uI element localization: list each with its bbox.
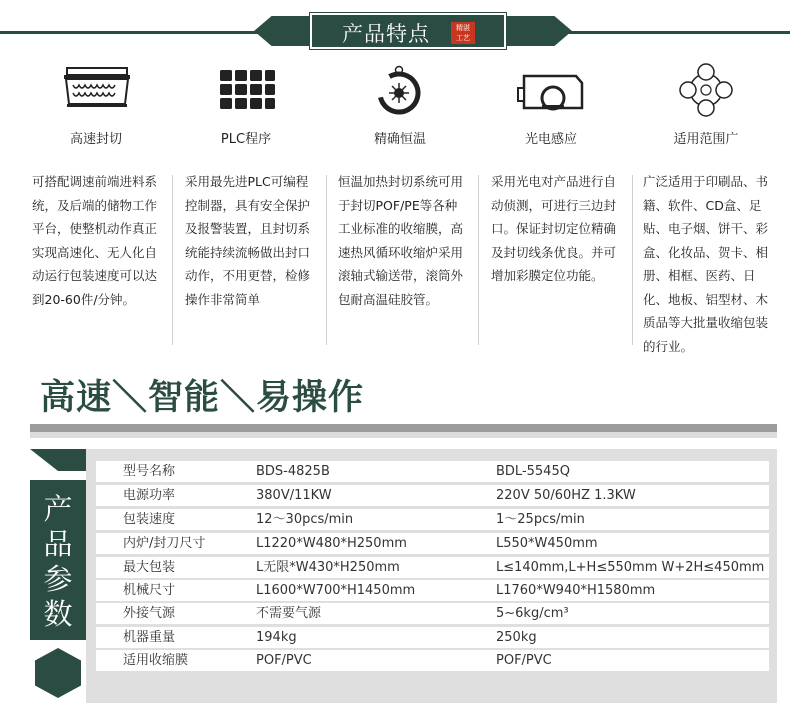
slogan-underline-light (30, 432, 777, 438)
param-name: 外接气源 (123, 606, 176, 621)
feature-label: PLC程序 (220, 132, 272, 147)
feature-description: 采用最先进PLC可编程控制器，具有安全保护及报警装置，且封切系统能持续流畅做出封口动作，不用更替，检修操作非常简单 (185, 174, 311, 307)
feature-description: 采用光电对产品进行自动侦测，可进行三边封口。保证封切定位精确及封切线条优良。并可增加彩膜定位功能。 (491, 174, 617, 283)
param-value-b: L550*W450mm (496, 536, 598, 551)
param-value-a: L1220*W480*H250mm (256, 536, 407, 551)
param-name: 适用收缩膜 (123, 653, 189, 668)
param-value-b: 5~6kg/cm³ (496, 606, 569, 621)
page-title: 产品特点 (342, 22, 430, 46)
param-value-a: 194kg (256, 630, 297, 645)
feature-description: 广泛适用于印刷品、书籍、软件、CD盒、足贴、电子烟、饼干、彩盒、化妆品、贺卡、相册、相框、医药、日化、地板、铝型材、木质品等大批量收缩包装的行业。 (643, 174, 769, 354)
param-value-a: BDS-4825B (256, 464, 330, 479)
feature-photoelectric (476, 60, 626, 147)
feature-temperature (325, 60, 475, 147)
param-value-a: L无限*W430*H250mm (256, 560, 400, 575)
param-value-a: 不需要气源 (256, 606, 322, 621)
table-row (96, 509, 769, 530)
param-value-b: 220V 50/60HZ 1.3KW (496, 488, 636, 503)
divider (632, 175, 633, 345)
feature-high-speed (21, 60, 171, 147)
table-row (96, 650, 769, 671)
param-value-b: POF/PVC (496, 653, 552, 668)
param-name: 型号名称 (123, 464, 176, 479)
photoelectric-sensor-icon (506, 60, 596, 120)
table-row (96, 580, 769, 601)
slogan: 高速＼智能＼易操作 (40, 378, 365, 418)
feature-wide-range (631, 60, 781, 147)
param-value-a: 12～30pcs/min (256, 512, 354, 527)
feature-label: 高速封切 (69, 132, 122, 147)
table-row (96, 603, 769, 624)
table-row (96, 461, 769, 482)
param-name: 最大包装 (123, 560, 176, 575)
params-title-text: 产品参数 (43, 492, 73, 631)
slogan-underline (30, 424, 777, 432)
grid-keypad-icon (201, 60, 291, 120)
feature-label: 适用范围广 (673, 132, 739, 147)
param-value-b: 1～25pcs/min (496, 512, 585, 527)
seal-stamp: 精湛 工艺 (451, 22, 475, 44)
feature-description: 可搭配调速前端进料系统，及后端的储物工作平台，使整机动作真正实现高速化、无人化自动运行包装速度可以达到20-60件/分钟。 (32, 174, 158, 307)
thermostat-icon (355, 60, 445, 120)
divider (326, 175, 327, 345)
feature-label: 精确恒温 (373, 132, 426, 147)
param-value-b: 250kg (496, 630, 537, 645)
feature-plc (171, 60, 321, 147)
table-row (96, 557, 769, 578)
param-value-a: 380V/11KW (256, 488, 332, 503)
table-row (96, 533, 769, 554)
feature-label: 光电感应 (524, 132, 577, 147)
param-name: 内炉/封刀尺寸 (123, 536, 206, 551)
param-name: 机器重量 (123, 630, 176, 645)
param-value-b: L≤140mm,L+H≤550mm W+2H≤450mm (496, 560, 765, 575)
param-name: 包装速度 (123, 512, 176, 527)
table-row (96, 485, 769, 506)
param-value-b: L1760*W940*H1580mm (496, 583, 656, 598)
divider (172, 175, 173, 345)
param-value-b: BDL-5545Q (496, 464, 570, 479)
network-circles-icon (661, 60, 751, 120)
param-value-a: POF/PVC (256, 653, 312, 668)
param-value-a: L1600*W700*H1450mm (256, 583, 416, 598)
param-name: 电源功率 (123, 488, 176, 503)
sealing-machine-icon (51, 60, 141, 120)
param-name: 机械尺寸 (123, 583, 176, 598)
params-title (30, 492, 86, 632)
feature-description: 恒温加热封切系统可用于封切POF/PE等各种工业标准的收缩膜，高速热风循环收缩炉采用滚轴式输送带，滚筒外包耐高温硅胶管。 (338, 174, 464, 307)
divider (478, 175, 479, 345)
table-row (96, 627, 769, 648)
